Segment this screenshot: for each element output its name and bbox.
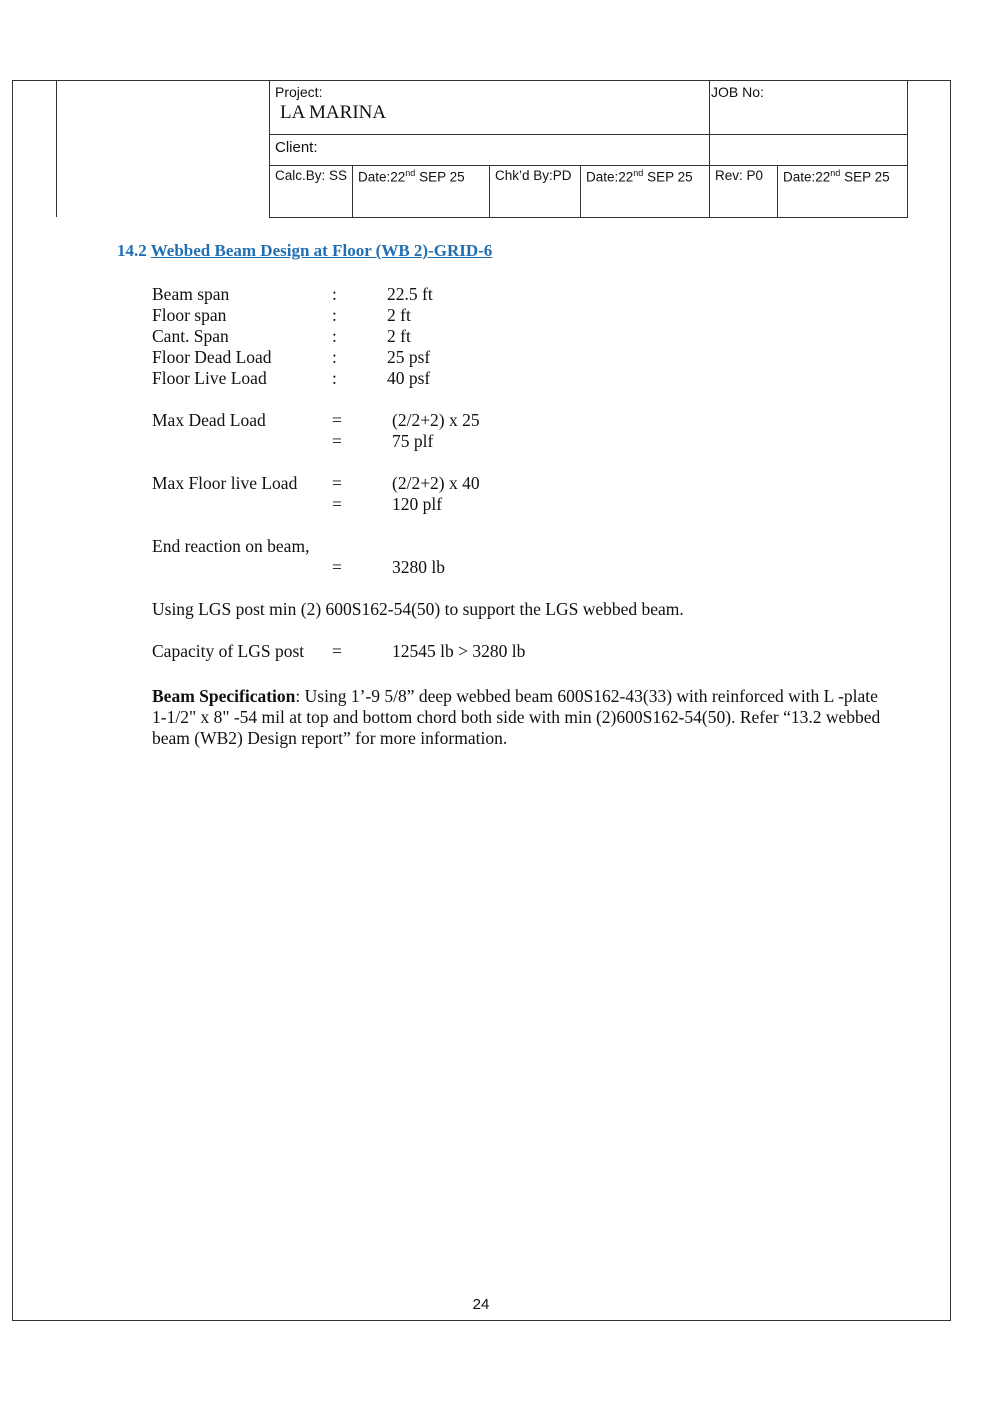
- reaction-value: 3280 lb: [392, 557, 445, 577]
- dead-load-eq: =: [332, 410, 342, 430]
- title-block: [269, 80, 908, 218]
- spec-heading: Beam Specification: [152, 686, 296, 706]
- dead-load-result: 75 plf: [392, 431, 434, 451]
- capacity-value: 12545 lb > 3280 lb: [392, 641, 526, 661]
- input-sep: :: [332, 305, 337, 325]
- chkd-by: Chk’d By:PD: [495, 168, 572, 183]
- post-text: Using LGS post min (2) 600S162-54(50) to support the LGS webbed beam.: [152, 599, 684, 619]
- input-value: 22.5 ft: [387, 284, 433, 304]
- reaction-eq: =: [332, 557, 342, 577]
- chkd-by-cell: [489, 165, 581, 218]
- input-value: 40 psf: [387, 368, 431, 388]
- calc-by: Calc.By: SS: [275, 168, 348, 183]
- date2: [586, 168, 693, 185]
- date2-sup: nd: [633, 168, 644, 178]
- input-value: 2 ft: [387, 305, 411, 325]
- live-load-eq: =: [332, 473, 342, 493]
- project-cell: [269, 80, 710, 135]
- input-label: Floor Dead Load: [152, 347, 272, 367]
- calc-by-cell: [269, 165, 353, 218]
- input-sep: :: [332, 368, 337, 388]
- reaction-label: End reaction on beam,: [152, 536, 310, 556]
- capacity-eq: =: [332, 641, 342, 661]
- input-sep: :: [332, 347, 337, 367]
- client-value-cell: [709, 134, 908, 166]
- client-label: Client:: [275, 139, 318, 156]
- date1-post: SEP 25: [415, 169, 465, 185]
- rev: Rev: P0: [715, 168, 764, 183]
- date3-pre: Date:22: [783, 169, 831, 185]
- date1-cell: [352, 165, 490, 218]
- input-label: Beam span: [152, 284, 230, 304]
- input-value: 2 ft: [387, 326, 411, 346]
- date1-sup: nd: [405, 168, 416, 178]
- project-value: LA MARINA: [280, 102, 387, 123]
- section-number: 14.2: [117, 241, 147, 260]
- date1-pre: Date:22: [358, 169, 406, 185]
- beam-specification: [152, 686, 882, 749]
- dead-load-eq2: =: [332, 431, 342, 451]
- capacity-label: Capacity of LGS post: [152, 641, 305, 661]
- date2-post: SEP 25: [643, 169, 693, 185]
- live-load-eq2: =: [332, 494, 342, 514]
- rev-cell: [709, 165, 778, 218]
- input-label: Cant. Span: [152, 326, 229, 346]
- logo-area-divider: [56, 80, 57, 217]
- date3-cell: [777, 165, 908, 218]
- date3-post: SEP 25: [840, 169, 890, 185]
- input-label: Floor span: [152, 305, 227, 325]
- date2-pre: Date:22: [586, 169, 634, 185]
- date2-cell: [580, 165, 710, 218]
- live-load-expr: (2/2+2) x 40: [392, 473, 480, 493]
- date1: [358, 168, 465, 185]
- date3-sup: nd: [830, 168, 841, 178]
- input-sep: :: [332, 284, 337, 304]
- project-label: Project:: [275, 84, 323, 100]
- input-value: 25 psf: [387, 347, 431, 367]
- spec-text: : Using 1’-9 5/8” deep webbed beam 600S162-43(33) with reinforced with L -plate 1-1/2" x 8" -54 mil at top and bottom chord both side with min (2)600S162-54(50). Refer “13.2 webbed beam (WB2) Design report” for more information.: [152, 686, 881, 748]
- job-cell: [709, 80, 908, 135]
- dead-load-expr: (2/2+2) x 25: [392, 410, 480, 430]
- page-number: 24: [472, 1296, 490, 1313]
- section-title: Webbed Beam Design at Floor (WB 2)-GRID-6: [150, 241, 493, 260]
- live-load-result: 120 plf: [392, 494, 443, 514]
- client-cell: [269, 134, 710, 166]
- dead-load-label: Max Dead Load: [152, 410, 266, 430]
- date3: [783, 168, 890, 185]
- section-heading: [117, 241, 492, 261]
- input-label: Floor Live Load: [152, 368, 267, 388]
- live-load-label: Max Floor live Load: [152, 473, 298, 493]
- job-label: JOB No:: [711, 84, 764, 100]
- input-sep: :: [332, 326, 337, 346]
